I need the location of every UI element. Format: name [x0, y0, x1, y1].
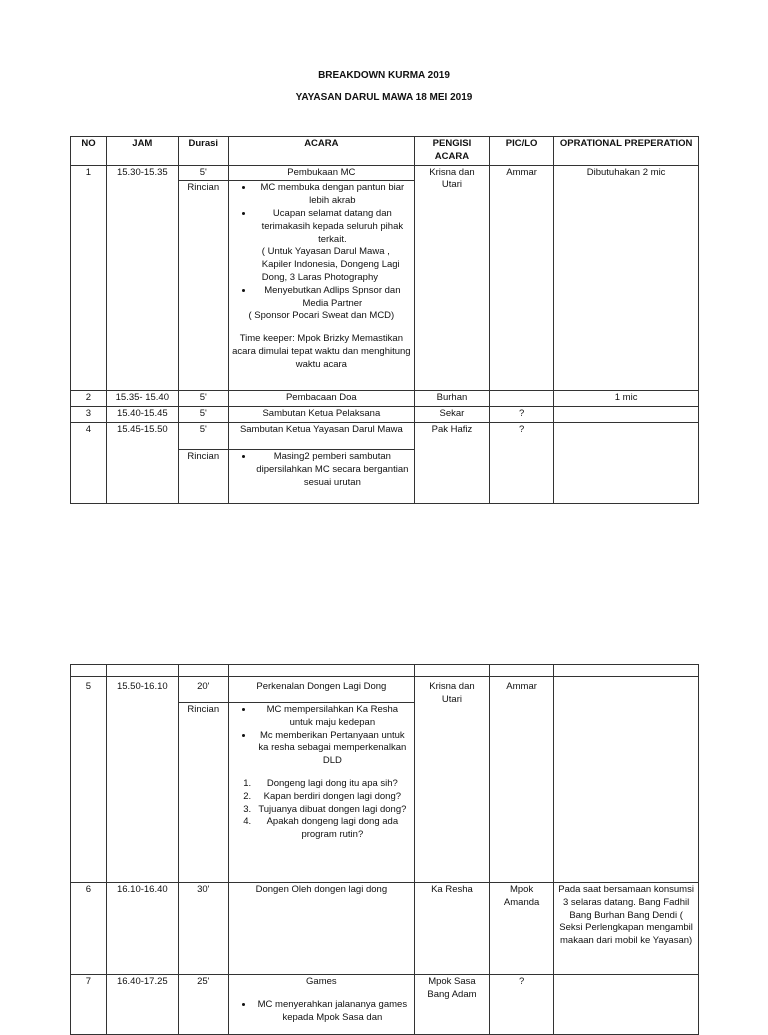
cell-no: 7: [71, 975, 107, 1035]
cell-durasi: 5': [178, 407, 228, 423]
cell-acara: Pembukaan MC: [228, 165, 414, 181]
list-item: 1. Dongeng lagi dong itu apa sih?: [254, 778, 411, 791]
table-row: [71, 422, 699, 449]
cell-acara: Dongen Oleh dongen lagi dong: [228, 883, 414, 975]
cell-no: 4: [71, 422, 107, 503]
table-row: [71, 677, 699, 703]
rincian-bullets: [232, 704, 411, 768]
list-item: 2. Kapan berdiri dongen lagi dong?: [254, 791, 411, 804]
cell-op: 1 mic: [554, 391, 699, 407]
cell-acara: Sambutan Ketua Pelaksana: [228, 407, 414, 423]
header-acara: ACARA: [228, 137, 414, 166]
table-empty-row: [71, 665, 699, 677]
rincian-questions: [232, 778, 411, 842]
cell-op: Dibutuhakan 2 mic: [554, 165, 699, 391]
table-row: [71, 883, 699, 975]
cell-jam: 16.10-16.40: [106, 883, 178, 975]
header-op: OPRATIONAL PREPERATION: [554, 137, 699, 166]
list-item: • MC menyerahkan jalananya games kepada Mpok Sasa dan: [254, 999, 411, 1025]
header-durasi: Durasi: [178, 137, 228, 166]
cell-op: [554, 975, 699, 1035]
table-row: [71, 165, 699, 181]
document-title: BREAKDOWN KURMA 2019: [318, 70, 450, 81]
games-bullets: [232, 999, 411, 1025]
cell-pengisi: Krisna dan Utari: [414, 677, 489, 883]
cell-jam: 15.30-15.35: [106, 165, 178, 391]
list-item: • MC membuka dengan pantun biar lebih akrab: [254, 182, 411, 208]
table-row: [71, 391, 699, 407]
cell-durasi: 20': [178, 677, 228, 703]
rincian-timekeeper: Time keeper: Mpok Brizky Memastikan acara dimulai tepat waktu dan menghitung waktu acara: [232, 333, 411, 370]
cell-acara: Games: [306, 976, 337, 987]
cell-acara: Perkenalan Dongen Lagi Dong: [228, 677, 414, 703]
rincian-bullets: [232, 451, 411, 489]
cell-pengisi: Mpok Sasa Bang Adam: [414, 975, 489, 1035]
header-pengisi: PENGISI ACARA: [414, 137, 489, 166]
table-row: [71, 975, 699, 1035]
rincian-paren-note: ( Untuk Yayasan Darul Mawa , Kapiler Indonesia, Dongeng Lagi Dong, 3 Laras Photography: [261, 246, 400, 283]
cell-pic: Ammar: [490, 165, 554, 391]
cell-jam: 15.45-15.50: [106, 422, 178, 503]
schedule-table-1: [70, 136, 699, 504]
cell-durasi: 5': [178, 165, 228, 181]
cell-op: [554, 677, 699, 883]
cell-pengisi: Krisna dan Utari: [414, 165, 489, 391]
cell-durasi: 25': [178, 975, 228, 1035]
cell-rincian-label: Rincian: [178, 449, 228, 503]
header-pic: PIC/LO: [490, 137, 554, 166]
list-item: 4. Apakah dongeng lagi dong ada program rutin?: [254, 816, 411, 842]
schedule-table-2: [70, 664, 699, 1035]
list-item: 3. Tujuanya dibuat dongen lagi dong?: [254, 804, 411, 817]
header-jam: JAM: [106, 137, 178, 166]
document-subtitle: YAYASAN DARUL MAWA 18 MEI 2019: [295, 92, 473, 103]
cell-no: 1: [71, 165, 107, 391]
cell-no: 5: [71, 677, 107, 883]
cell-durasi: 30': [178, 883, 228, 975]
rincian-bullets: [232, 182, 411, 246]
cell-pic: ?: [490, 422, 554, 503]
cell-durasi: 5': [178, 422, 228, 449]
cell-jam: 15.40-15.45: [106, 407, 178, 423]
cell-rincian-content: [228, 181, 414, 391]
cell-no: 2: [71, 391, 107, 407]
cell-jam: 15.50-16.10: [106, 677, 178, 883]
cell-pengisi: Sekar: [414, 407, 489, 423]
cell-pengisi: Burhan: [414, 391, 489, 407]
cell-acara: Sambutan Ketua Yayasan Darul Mawa: [228, 422, 414, 449]
cell-pic: ?: [490, 407, 554, 423]
cell-pic: Ammar: [490, 677, 554, 883]
cell-durasi: 5': [178, 391, 228, 407]
cell-pengisi: Ka Resha: [414, 883, 489, 975]
list-item: • Ucapan selamat datang dan terimakasih kepada seluruh pihak terkait.: [254, 208, 411, 246]
cell-jam: 16.40-17.25: [106, 975, 178, 1035]
cell-pengisi: Pak Hafiz: [414, 422, 489, 503]
cell-rincian-label: Rincian: [178, 703, 228, 883]
cell-jam: 15.35- 15.40: [106, 391, 178, 407]
list-item: • Menyebutkan Adlips Spnsor dan Media Partner: [254, 285, 411, 311]
cell-no: 6: [71, 883, 107, 975]
table-row: [71, 407, 699, 423]
rincian-bullets: [232, 285, 411, 311]
cell-no: 3: [71, 407, 107, 423]
cell-op: [554, 407, 699, 423]
cell-rincian-label: Rincian: [178, 181, 228, 391]
cell-op: [554, 422, 699, 503]
cell-pic: Mpok Amanda: [490, 883, 554, 975]
cell-pic: [490, 391, 554, 407]
cell-rincian-content: [228, 703, 414, 883]
list-item: • Masing2 pemberi sambutan dipersilahkan MC secara bergantian sesuai urutan: [254, 451, 411, 489]
cell-pic: ?: [490, 975, 554, 1035]
cell-op: Pada saat bersamaan konsumsi 3 selaras datang. Bang Fadhil Bang Burhan Bang Dendi ( Seksi Perlengkapan mengambil makaan dari mobil ke Yayasan): [554, 883, 699, 975]
rincian-paren-note: ( Sponsor Pocari Sweat dan MCD): [248, 310, 395, 322]
cell-acara-games: [228, 975, 414, 1035]
cell-rincian-content: [228, 449, 414, 503]
list-item: • Mc memberikan Pertanyaan untuk ka resha sebagai memperkenalkan DLD: [254, 730, 411, 768]
header-no: NO: [71, 137, 107, 166]
list-item: • MC mempersilahkan Ka Resha untuk maju kedepan: [254, 704, 411, 730]
cell-acara: Pembacaan Doa: [228, 391, 414, 407]
table-header-row: [71, 137, 699, 166]
